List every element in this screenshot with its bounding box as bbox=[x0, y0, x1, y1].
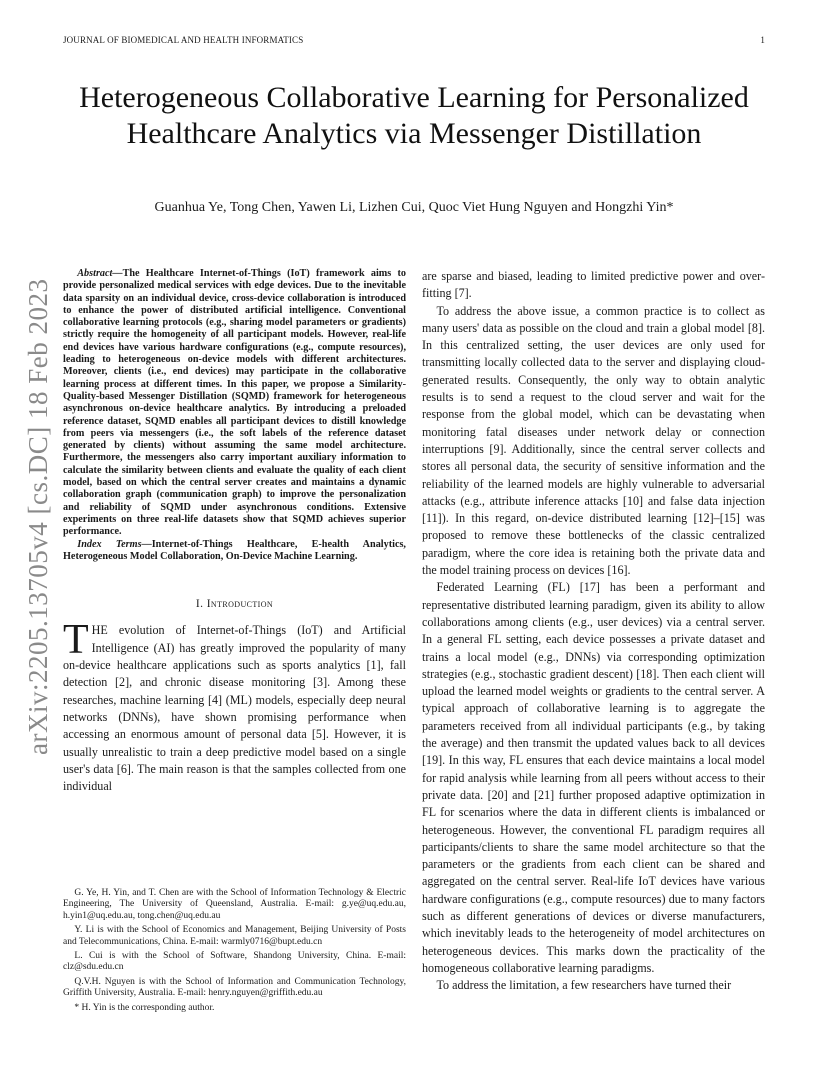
paper-title: Heterogeneous Collaborative Learning for Personalized Healthcare Analytics via Messenger Distillation bbox=[79, 81, 749, 150]
footnotes bbox=[63, 888, 406, 1017]
arxiv-stamp: arXiv:2205.13705v4 [cs.DC] 18 Feb 2023 bbox=[23, 278, 53, 755]
intro-paragraph-1 bbox=[63, 617, 406, 795]
page-number: 1 bbox=[760, 35, 765, 45]
footnote-affiliation-4: Q.V.H. Nguyen is with the School of Information and Communication Technology, Griffith University, Australia. E-mail: henry.nguyen@griffith.edu.au bbox=[63, 976, 406, 999]
index-terms bbox=[63, 539, 406, 564]
journal-name: JOURNAL OF BIOMEDICAL AND HEALTH INFORMATICS bbox=[63, 35, 304, 45]
section-number: I. bbox=[195, 598, 207, 611]
abstract-text: The Healthcare Internet-of-Things (IoT) framework aims to provide personalized medical services with edge devices. Due to the inevitable data sparsity on an individual device, cross-device collaboration is introduced to enhance the power of distributed artificial intelligence. Conventional collaborative learning protocols (e.g., sharing model parameters or gradients) strictly require the homogeneity of all participant models. However, real-life end devices have various hardware configurations (e.g., compute resources), leading to heterogeneous on-device models with different architectures. Moreover, clients (i.e., end devices) may participate in the collaborative learning process at different times. In this paper, we propose a Similarity-Quality-based Messenger Distillation (SQMD) framework for heterogeneous asynchronous on-device healthcare analytics. By introducing a preloaded reference dataset, SQMD enables all participant devices to distill knowledge from peers via messengers (i.e., the soft labels of the reference dataset generated by clients) without assuming the same model architecture. Furthermore, the messengers also carry important auxiliary information to calculate the similarity between clients and evaluate the quality of each client model, based on which the central server creates and maintains a dynamic collaboration graph (communication graph) to improve the personalization and reliability of SQMD under asynchronous conditions. Extensive experiments on three real-life datasets show that SQMD achieves superior performance. bbox=[63, 268, 406, 538]
intro-paragraph-4: To address the limitation, a few researchers have turned their bbox=[436, 978, 732, 993]
section-title: Introduction bbox=[206, 598, 274, 611]
index-terms-label: Index Terms bbox=[77, 538, 142, 550]
section-heading-introduction bbox=[63, 596, 406, 613]
footnote-corresponding-author: * H. Yin is the corresponding author. bbox=[74, 1002, 215, 1013]
intro-paragraph-2: To address the above issue, a common practice is to collect as many users' data as possible on the cloud and train a global model [8]. In this centralized setting, the user devices are only used for transmitting locally collected data to the server and displaying cloud-generated results. Consequently, the only way to obtain analytic results is to send a request to the cloud server and wait for the response from the global model, which can be devastating when monitoring fatal diseases under network delay or connection interruptions [9]. Additionally, since the central server collects and stores all personal data, the security of sensitive information and the reliability of the learned models are highly vulnerable to adversarial attacks (e.g., attribute inference attacks [10] and false data injection [11]). In this regard, on-device distributed learning [12]–[15] was proposed to remove these bottlenecks of the classic centralized paradigm, where the core idea is retaining both the private data and the model training process on devices [16]. bbox=[422, 303, 765, 578]
intro-paragraph-1-text: HE evolution of Internet-of-Things (IoT) and Artificial Intelligence (AI) has greatly improved the popularity of many on-device healthcare applications such as sports analytics [1], fall detection [2], and chronic disease monitoring [3]. Among these researches, machine learning [4] (ML) models, especially deep neural networks (DNNs), have shown promising performance when accessing an enormous amount of personal data [5]. However, it is usually unrealistic to train a deep predictive model based on a single user's data [6]. The main reason is that the samples collected from one individual bbox=[63, 623, 406, 794]
right-column bbox=[422, 268, 765, 994]
author-list: Guanhua Ye, Tong Chen, Yawen Li, Lizhen Cui, Quoc Viet Hung Nguyen and Hongzhi Yin* bbox=[154, 200, 674, 215]
running-header bbox=[63, 35, 765, 45]
intro-paragraph-1-continued: are sparse and biased, leading to limited predictive power and over-fitting [7]. bbox=[422, 269, 765, 301]
abstract-label: Abstract— bbox=[77, 268, 123, 279]
abstract bbox=[63, 268, 406, 539]
drop-cap: T bbox=[63, 617, 89, 664]
footnote-affiliation-3: L. Cui is with the School of Software, Shandong University, China. E-mail: clz@sdu.edu.cn bbox=[63, 951, 406, 973]
footnote-affiliation-2: Y. Li is with the School of Economics and Management, Beijing University of Posts and Telecommunications, China. E-mail: warmly0716@bupt.edu.cn bbox=[63, 925, 406, 947]
index-terms-text: —Internet-of-Things Healthcare, E-health Analytics, Heterogeneous Model Collaboration, On-Device Machine Learning. bbox=[63, 538, 406, 562]
left-column bbox=[63, 268, 406, 795]
footnote-affiliation-1: G. Ye, H. Yin, and T. Chen are with the School of Information Technology & Electric Engineering, The University of Queensland, Australia. E-mail: g.ye@uq.edu.au, h.yin1@uq.edu.au, tong.chen@uq.edu.au bbox=[63, 888, 406, 921]
intro-paragraph-3: Federated Learning (FL) [17] has been a performant and representative distributed learning paradigm, given its ability to allow collaborations among clients (e.g., user devices) via a central server. In a general FL setting, each device possesses a private dataset and trains a local model (e.g., DNNs) via corresponding optimization strategies (e.g., stochastic gradient descent) [18]. Then each client will upload the learned model weights or gradients to the central server. A typical approach of collaborative learning is to aggregate the parameters received from all individual participants (e.g., by taking the average) and then transmit the updated values back to all devices [19]. In this way, FL ensures that each device maintains a local model for rapid analysis while learning from all peers without access to their private data. [20] and [21] further proposed adaptive optimization in FL for scenarios where the data in different clients is imbalanced or heterogeneous. However, the conventional FL paradigm requires all participants/clients to share the same model architecture so that the parameters or the gradients from each client can be shared and aggregated on the central server. Real-life IoT devices have various hardware configurations (e.g., compute resources) due to many factors such as different generations of devices or diverse manufacturers, which inevitably leads to the heterogeneity of model architectures on heterogeneous devices. This marks down the practicality of the homogeneous collaborative learning paradigms. bbox=[422, 580, 765, 975]
